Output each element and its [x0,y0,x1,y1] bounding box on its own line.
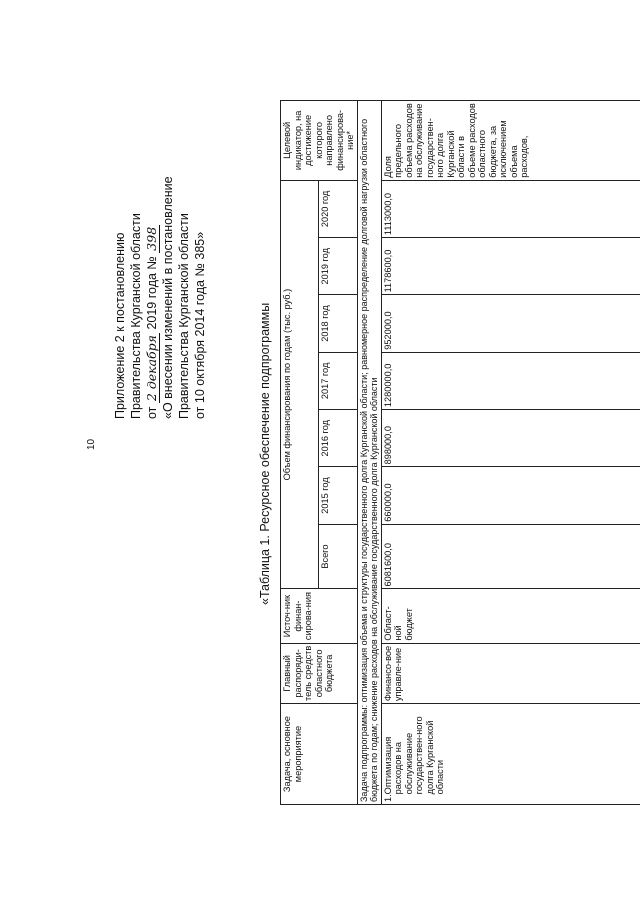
header-year-2015: 2015 год [319,467,357,524]
total-cell: 6081600,0 [381,524,640,589]
handwritten-date: 2 декабря [144,335,159,402]
row-number: 1. [382,794,393,802]
header-date-prefix: от [145,406,159,419]
header-row-1 [281,101,319,805]
header-year-2019: 2019 год [319,238,357,295]
header-line-2: Правительства Курганской области [129,213,143,419]
header-line-3 [144,176,160,419]
task-text: Задача подпрограммы: оптимизация объема и структуры государственного долга Курганской области; равномерное распределение долговой нагрузки областного бюджета по годам; снижение расходов на обслуживание государственного долга Курганской области [357,101,381,805]
header-line-1: Приложение 2 к постановлению [113,232,127,419]
header-measure: Задача, основное мероприятие [281,704,358,805]
year-2019-cell: 1178600,0 [381,238,640,295]
measure-cell [381,704,640,805]
header-year-2018: 2018 год [319,295,357,352]
year-2018-cell: 952000,0 [381,295,640,352]
year-2015-cell: 660000,0 [381,467,640,524]
header-year-2016: 2016 год [319,410,357,467]
table-row [381,101,640,805]
year-2016-cell: 898000,0 [381,410,640,467]
header-funding-group: Объем финансирования по годам (тыс. руб.) [281,180,319,589]
header-year-2017: 2017 год [319,352,357,409]
resource-table [280,100,640,805]
header-line-6: от 10 октября 2014 года № 385» [193,231,207,419]
handwritten-number: 398 [144,226,159,251]
header-total: Всего [319,524,357,589]
source-cell: Област-ной бюджет [381,589,640,643]
header-line-5: Правительства Курганской области [177,213,191,419]
header-year-2020: 2020 год [319,180,357,237]
responsible-cell: Финансо-вое управле-ние [381,643,640,704]
measure-text: Оптимизация расходов на обслуживание государствен-ного долга Курганской области [382,716,445,795]
header-responsible: Главный распоряди-тель средств областного бюджета [281,643,358,704]
task-row [357,101,381,805]
header-year-number: 2019 года № [145,256,159,330]
indicator-cell: Доля предельного объема расходов на обслуживание государствен-ного долга Курганской области в объеме расходов областного бюджета, за исключением объема расходов, [381,101,640,181]
appendix-header [112,176,208,419]
table-title: «Таблица 1. Ресурсное обеспечение подпрограммы [258,302,272,605]
page-number: 10 [86,438,97,450]
header-source: Источ-ник финан-сирова-ния [281,589,358,643]
header-line-4: «О внесении изменений в постановление [161,176,175,419]
header-indicator: Целевой индикатор, на достижение которого направлено финансирова-ние* [281,101,358,181]
year-2017-cell: 1280000,0 [381,352,640,409]
year-2020-cell: 1113000,0 [381,180,640,237]
